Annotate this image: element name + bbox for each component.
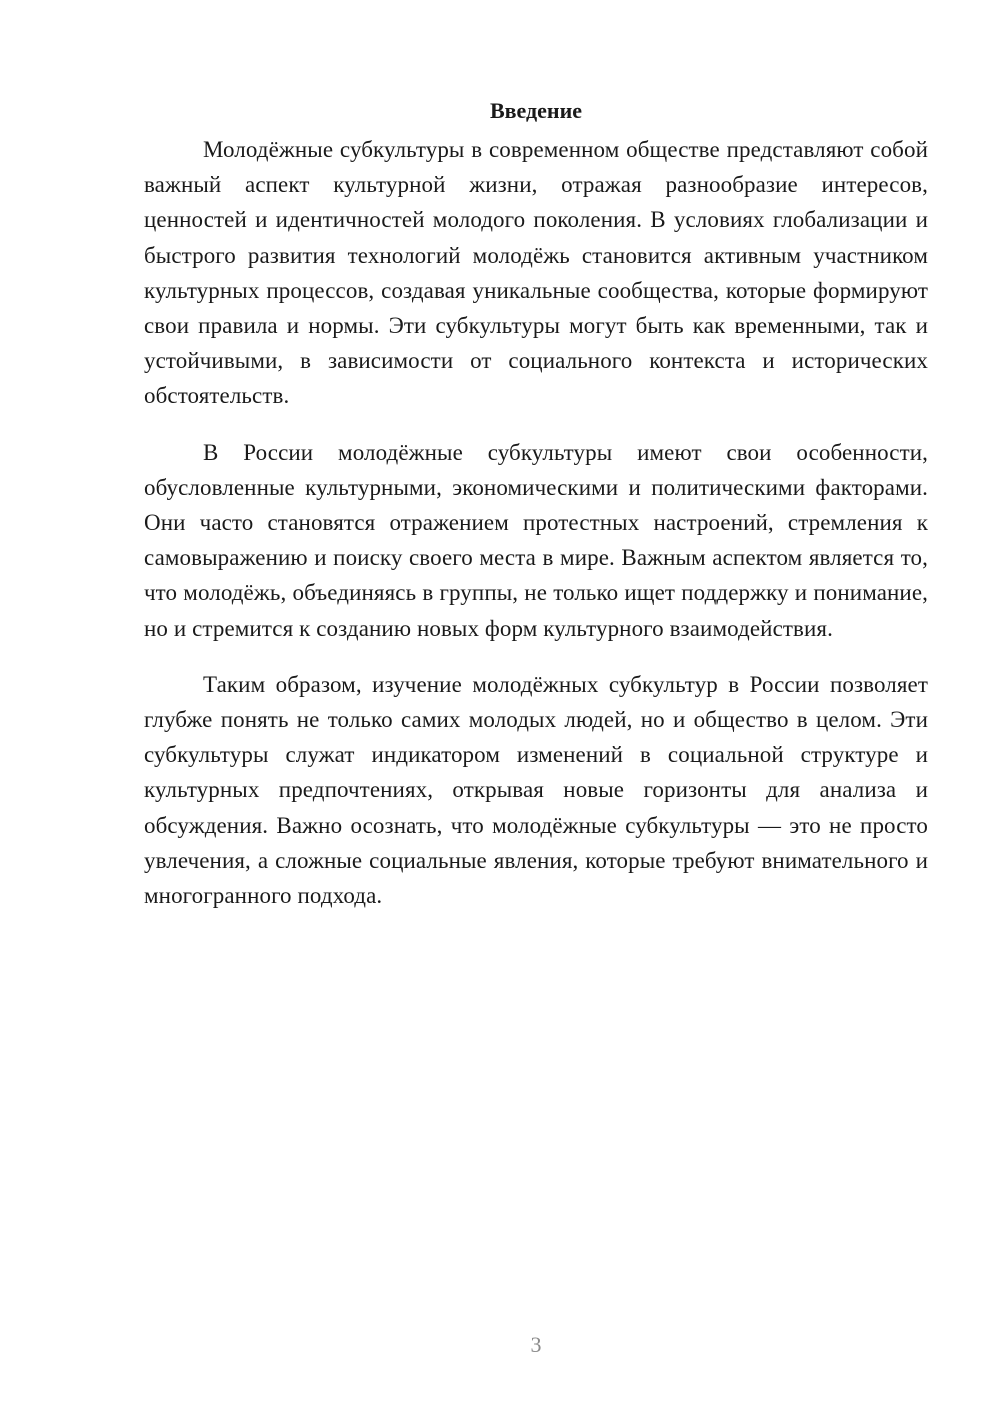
section-heading: Введение — [489, 98, 583, 123]
page-content — [144, 96, 928, 934]
paragraph-3: Таким образом, изучение молодёжных субкультур в России позволяет глубже понять не только самих молодых людей, но и общество в целом. Эти субкультуры служат индикатором изменений в социальной структуре и культурных предпочтениях, открывая новые горизонты для анализа и обсуждения. Важно осознать, что молодёжные субкультуры — это не просто увлечения, а сложные социальные явления, которые требуют внимательного и многогранного подхода. — [144, 671, 928, 909]
page-number: 3 — [530, 1332, 542, 1357]
paragraph-1: Молодёжные субкультуры в современном обществе представляют собой важный аспект культурной жизни, отражая разнообразие интересов, ценностей и идентичностей молодого поколения. В условиях глобализации и быстрого развития технологий молодёжь становится активным участником культурных процессов, создавая уникальные сообщества, которые формируют свои правила и нормы. Эти субкультуры могут быть как временными, так и устойчивыми, в зависимости от социального контекста и исторических обстоятельств. — [144, 137, 928, 409]
paragraph-2: В России молодёжные субкультуры имеют свои особенности, обусловленные культурными, экономическими и политическими факторами. Они часто становятся отражением протестных настроений, стремления к самовыражению и поиску своего места в мире. Важным аспектом является то, что молодёжь, объединяясь в группы, не только ищет поддержку и понимание, но и стремится к созданию новых форм культурного взаимодействия. — [144, 439, 928, 641]
